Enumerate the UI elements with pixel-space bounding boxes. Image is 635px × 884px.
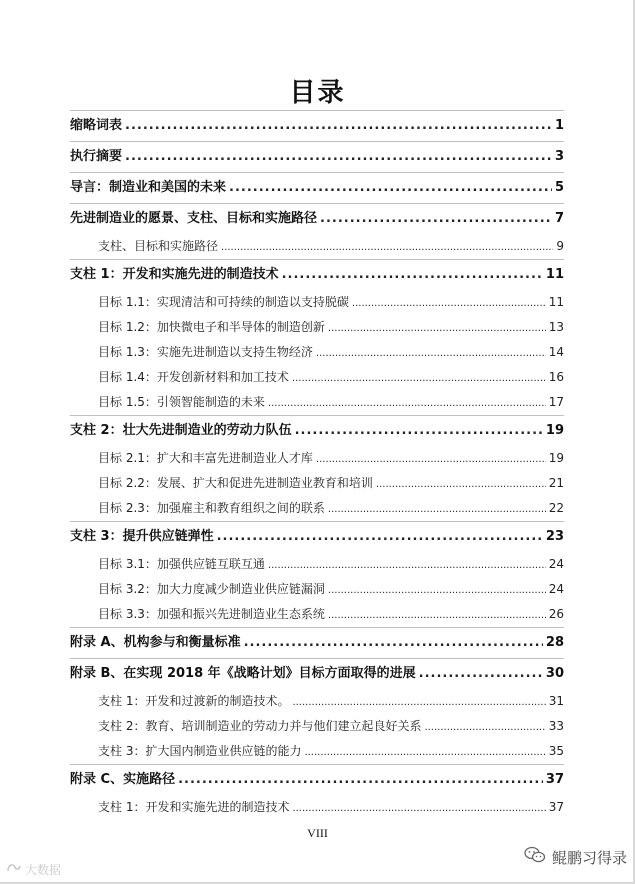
toc-subsection-entry[interactable] [70, 689, 564, 714]
page-number: VIII [307, 826, 328, 840]
toc-entry-label: 目标 1.5：引领智能制造的未来 [98, 395, 265, 409]
toc-entry-label: 缩略词表 [70, 118, 123, 133]
toc-entry-label: 执行摘要 [70, 149, 123, 164]
dot-leader [328, 578, 546, 603]
toc-subsection-entry[interactable] [70, 365, 564, 390]
toc-entry-label: 支柱 2：壮大先进制造业的劳动力队伍 [70, 423, 292, 438]
toc-entry-page: 17 [548, 395, 564, 409]
toc-entry-page: 23 [545, 529, 564, 544]
toc-section-entry[interactable] [70, 764, 564, 795]
toc-entry-label: 附录 A、机构参与和衡量标准 [70, 635, 241, 650]
dot-leader [292, 796, 545, 821]
toc-section-entry[interactable] [70, 415, 564, 446]
toc-entry-label: 先进制造业的愿景、支柱、目标和实施路径 [70, 211, 318, 226]
toc-section-entry[interactable] [70, 141, 564, 172]
toc-subsection-entry[interactable] [70, 390, 564, 415]
table-of-contents [70, 110, 564, 820]
toc-entry-page: 37 [548, 800, 564, 814]
toc-entry-page: 11 [548, 295, 564, 309]
toc-entry-page: 5 [554, 180, 564, 195]
toc-entry-label: 导言：制造业和美国的未来 [70, 180, 227, 195]
toc-entry-label: 支柱 1：开发和实施先进的制造技术 [98, 800, 290, 814]
dot-leader [221, 235, 553, 260]
toc-entry-page: 37 [545, 772, 564, 787]
toc-subsection-entry[interactable] [70, 234, 564, 259]
toc-section-entry[interactable] [70, 110, 564, 141]
dot-leader [268, 391, 546, 416]
dot-leader [292, 690, 545, 715]
dot-leader [304, 740, 545, 765]
toc-subsection-entry[interactable] [70, 714, 564, 739]
dot-leader [125, 141, 552, 172]
toc-section-entry[interactable] [70, 521, 564, 552]
toc-entry-label: 支柱 1：开发和过渡新的制造技术。 [98, 694, 290, 708]
dot-leader [419, 658, 543, 689]
toc-entry-page: 21 [548, 476, 564, 490]
toc-subsection-entry[interactable] [70, 471, 564, 496]
dot-leader [217, 521, 543, 552]
toc-entry-page: 35 [548, 744, 564, 758]
toc-entry-label: 支柱 2：教育、培训制造业的劳动力并与他们建立起良好关系 [98, 719, 422, 733]
watermark-left [6, 861, 61, 878]
wechat-icon [524, 846, 546, 868]
toc-entry-label: 支柱、目标和实施路径 [98, 239, 219, 253]
dot-leader [295, 415, 543, 446]
toc-section-entry[interactable] [70, 172, 564, 203]
dot-leader [328, 603, 546, 628]
toc-subsection-entry[interactable] [70, 446, 564, 471]
toc-entry-page: 26 [548, 607, 564, 621]
toc-subsection-entry[interactable] [70, 290, 564, 315]
dot-leader [328, 497, 546, 522]
toc-entry-label: 目标 3.3：加强和振兴先进制造业生态系统 [98, 607, 325, 621]
dot-leader [352, 291, 546, 316]
dot-leader [244, 627, 543, 658]
toc-entry-label: 附录 C、实施路径 [70, 772, 176, 787]
toc-section-entry[interactable] [70, 259, 564, 290]
toc-entry-label: 目标 2.2：发展、扩大和促进先进制造业教育和培训 [98, 476, 373, 490]
toc-entry-label: 目标 1.4：开发创新材料和加工技术 [98, 370, 289, 384]
toc-entry-page: 3 [554, 149, 564, 164]
toc-entry-label: 目标 3.1：加强供应链互联互通 [98, 557, 265, 571]
toc-subsection-entry[interactable] [70, 552, 564, 577]
toc-entry-label: 支柱 3：扩大国内制造业供应链的能力 [98, 744, 302, 758]
toc-entry-label: 支柱 3：提升供应链弹性 [70, 529, 214, 544]
dot-leader [125, 110, 552, 141]
dot-leader [376, 472, 546, 497]
toc-entry-page: 13 [548, 320, 564, 334]
toc-entry-page: 31 [548, 694, 564, 708]
toc-entry-page: 24 [548, 582, 564, 596]
toc-entry-label: 目标 3.2：加大力度减少制造业供应链漏洞 [98, 582, 325, 596]
toc-entry-page: 16 [548, 370, 564, 384]
toc-entry-page: 7 [554, 211, 564, 226]
dot-leader [316, 341, 546, 366]
toc-entry-page: 24 [548, 557, 564, 571]
toc-entry-label: 目标 1.2：加快微电子和半导体的制造创新 [98, 320, 325, 334]
toc-entry-page: 22 [548, 501, 564, 515]
dot-leader [229, 172, 552, 203]
toc-entry-page: 33 [548, 719, 564, 733]
dot-leader [424, 715, 545, 740]
watermark-left-text: 大数据 [25, 863, 62, 877]
watermark-right [524, 846, 627, 868]
toc-section-entry[interactable] [70, 203, 564, 234]
toc-entry-label: 附录 B、在实现 2018 年《战略计划》目标方面取得的进展 [70, 666, 416, 681]
toc-section-entry[interactable] [70, 658, 564, 689]
toc-subsection-entry[interactable] [70, 739, 564, 764]
toc-subsection-entry[interactable] [70, 577, 564, 602]
toc-entry-label: 目标 1.1：实现清洁和可持续的制造以支持脱碳 [98, 295, 349, 309]
toc-entry-page: 28 [545, 635, 564, 650]
toc-entry-page: 9 [556, 239, 564, 253]
toc-entry-label: 支柱 1：开发和实施先进的制造技术 [70, 267, 279, 282]
toc-entry-page: 30 [545, 666, 564, 681]
dot-leader [292, 366, 546, 391]
dot-leader [328, 316, 546, 341]
toc-entry-label: 目标 1.3：实施先进制造以支持生物经济 [98, 345, 313, 359]
toc-entry-page: 19 [548, 451, 564, 465]
dot-leader [268, 553, 546, 578]
toc-subsection-entry[interactable] [70, 795, 564, 820]
toc-entry-page: 19 [545, 423, 564, 438]
dot-leader [178, 764, 543, 795]
toc-section-entry[interactable] [70, 627, 564, 658]
toc-subsection-entry[interactable] [70, 602, 564, 627]
dot-leader [320, 203, 552, 234]
toc-subsection-entry[interactable] [70, 315, 564, 340]
watermark-logo-icon [6, 861, 22, 878]
toc-entry-page: 14 [548, 345, 564, 359]
dot-leader [316, 447, 546, 472]
toc-subsection-entry[interactable] [70, 496, 564, 521]
page-title: 目录 [289, 78, 346, 108]
toc-entry-label: 目标 2.3：加强雇主和教育组织之间的联系 [98, 501, 325, 515]
toc-entry-label: 目标 2.1：扩大和丰富先进制造业人才库 [98, 451, 313, 465]
dot-leader [282, 259, 543, 290]
toc-entry-page: 11 [545, 267, 564, 282]
watermark-right-text: 鲲鹏习得录 [551, 848, 627, 867]
toc-subsection-entry[interactable] [70, 340, 564, 365]
toc-entry-page: 1 [554, 118, 564, 133]
